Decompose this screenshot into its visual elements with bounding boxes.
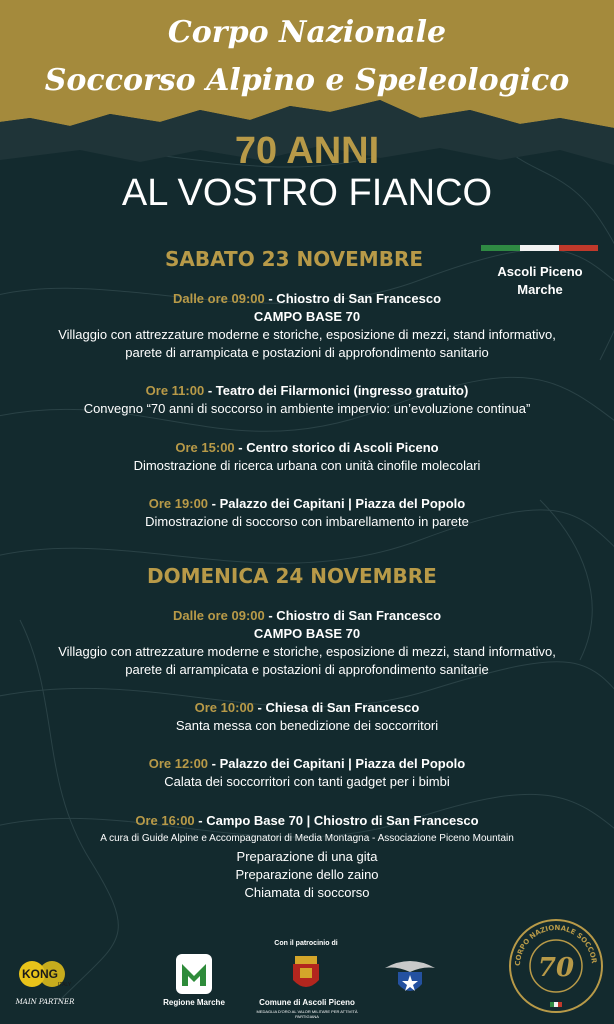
title-line-2: Soccorso Alpino e Speleologico xyxy=(44,63,570,98)
event-place: - Chiesa di San Francesco xyxy=(253,700,420,715)
event-desc: Preparazione di una gita xyxy=(236,849,378,864)
event-sun-2 xyxy=(0,699,614,735)
event-place: - Palazzo dei Capitani | Piazza del Popolo xyxy=(208,496,466,511)
day-title-sunday: DOMENICA 24 NOVEMBRE xyxy=(147,564,437,588)
event-time: Ore 10:00 xyxy=(194,700,254,715)
comune-label: Comune di Ascoli Piceno xyxy=(259,998,355,1007)
main-partner-label: MAIN PARTNER xyxy=(15,998,75,1006)
event-desc: Preparazione dello zaino xyxy=(235,867,379,882)
event-time: Dalle ore 09:00 xyxy=(172,608,265,623)
event-desc: Dimostrazione di ricerca urbana con unità cinofile molecolari xyxy=(133,458,481,473)
event-desc: parete di arrampicata e postazioni di approfondimento sanitario xyxy=(125,345,489,360)
event-desc: Santa messa con benedizione dei soccorritori xyxy=(175,718,439,733)
event-time: Ore 16:00 xyxy=(135,813,195,828)
day-title-saturday: SABATO 23 NOVEMBRE xyxy=(165,247,424,271)
event-desc: Convegno “70 anni di soccorso in ambiente impervio: un’evoluzione continua” xyxy=(83,401,531,416)
event-time: Ore 11:00 xyxy=(145,383,205,398)
event-time: Ore 19:00 xyxy=(148,496,209,511)
location-city: Ascoli Piceno xyxy=(497,264,583,279)
seal-text: CORPO NAZIONALE SOCCOR xyxy=(513,923,598,967)
location-region: Marche xyxy=(517,282,563,297)
slogan-heading: AL VOSTRO FIANCO xyxy=(121,172,493,214)
event-desc: Chiamata di soccorso xyxy=(244,885,370,900)
event-place: - Chiostro di San Francesco xyxy=(264,291,442,306)
event-desc: Calata dei soccorritori con tanti gadget per i bimbi xyxy=(164,774,450,789)
cnsas-70-seal xyxy=(506,916,606,1016)
seal-number: 70 xyxy=(537,953,575,983)
event-sat-4 xyxy=(0,495,614,531)
eagle-star-icon xyxy=(383,954,437,1000)
event-place: - Campo Base 70 | Chiostro di San Francesco xyxy=(194,813,479,828)
event-desc: Villaggio con attrezzature moderne e storiche, esposizione di mezzi, stand informativo, xyxy=(58,644,556,659)
event-place: - Teatro dei Filarmonici (ingresso gratuito) xyxy=(204,383,469,398)
event-sat-1 xyxy=(0,290,614,362)
comune-crest-icon xyxy=(289,954,323,994)
event-sun-4 xyxy=(0,812,614,902)
event-sat-2 xyxy=(0,382,614,418)
event-time: Ore 12:00 xyxy=(148,756,209,771)
event-subtitle: CAMPO BASE 70 xyxy=(253,626,361,641)
title-line-1: Corpo Nazionale xyxy=(167,15,447,50)
italian-flag-stripe xyxy=(481,245,598,251)
seal-icon xyxy=(506,916,606,1016)
comune-sub-label: MEDAGLIA D'ORO AL VALOR MILITARE PER ATTIVITÀ PARTIGIANA xyxy=(256,1009,358,1019)
anniversary-heading: 70 ANNI xyxy=(234,130,380,172)
kong-logo-text: KONG xyxy=(22,967,58,981)
event-subtitle: CAMPO BASE 70 xyxy=(253,309,361,324)
event-place: - Palazzo dei Capitani | Piazza del Popolo xyxy=(208,756,466,771)
event-time: Dalle ore 09:00 xyxy=(172,291,265,306)
kong-logo-sub: ITALY xyxy=(58,982,72,988)
event-sun-3 xyxy=(0,755,614,791)
regione-marche-icon xyxy=(176,954,212,994)
event-desc: Villaggio con attrezzature moderne e storiche, esposizione di mezzi, stand informativo, xyxy=(58,327,556,342)
event-sun-1 xyxy=(0,607,614,679)
kong-logo xyxy=(18,956,70,992)
event-time: Ore 15:00 xyxy=(175,440,235,455)
patrocinio-label: Con il patrocinio di xyxy=(274,940,338,947)
regione-marche-label: Regione Marche xyxy=(163,998,225,1007)
event-desc: Dimostrazione di soccorso con imbarellamento in parete xyxy=(145,514,469,529)
regione-marche-logo xyxy=(176,954,212,994)
event-desc: parete di arrampicata e postazioni di approfondimento sanitarie xyxy=(125,662,489,677)
cai-emblem xyxy=(383,954,437,1000)
event-note: A cura di Guide Alpine e Accompagnatori di Media Montagna - Associazione Piceno Mountain xyxy=(100,833,514,844)
event-place: - Centro storico di Ascoli Piceno xyxy=(234,440,439,455)
event-sat-3 xyxy=(0,439,614,475)
event-place: - Chiostro di San Francesco xyxy=(264,608,442,623)
comune-crest xyxy=(289,954,323,994)
